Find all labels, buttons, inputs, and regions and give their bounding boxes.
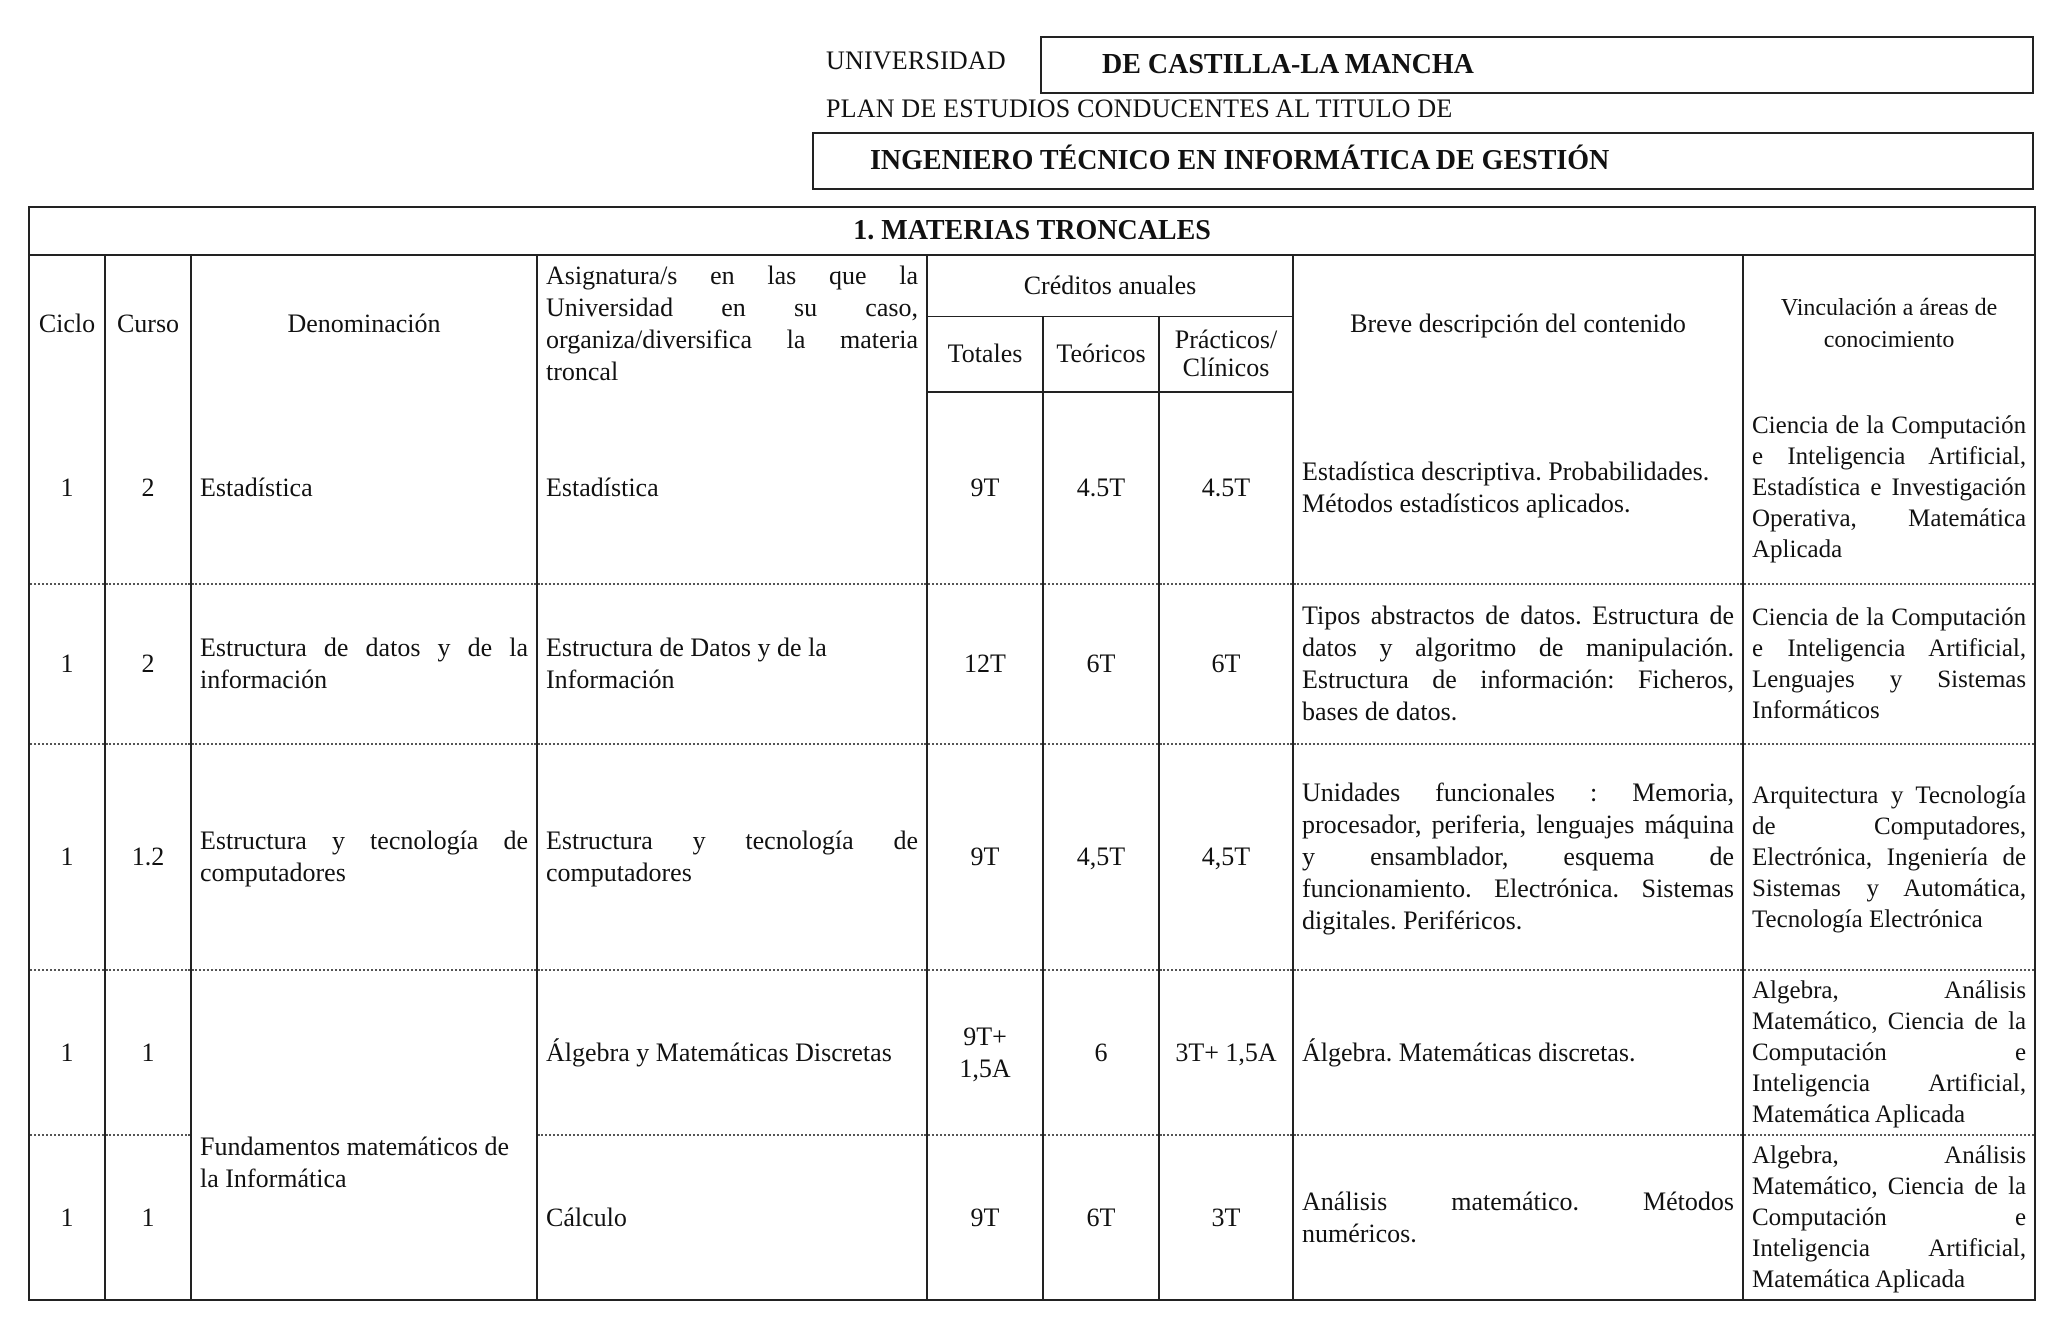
cell-teoricos: 4,5T	[1043, 744, 1159, 970]
cell-descripcion: Álgebra. Matemáticas discretas.	[1293, 970, 1743, 1135]
cell-ciclo: 1	[29, 584, 105, 744]
col-descripcion: Breve descripción del contenido	[1293, 255, 1743, 392]
cell-practicos: 4.5T	[1159, 392, 1293, 584]
cell-totales: 9T	[927, 744, 1043, 970]
university-name-box	[1040, 36, 2034, 94]
cell-descripcion: Tipos abstractos de datos. Estructura de datos y algoritmo de manipulación. Estructura de información: Ficheros, bases de datos.	[1293, 584, 1743, 744]
cell-descripcion: Unidades funcionales : Memoria, procesador, periferia, lenguajes máquina y ensamblador, esquema de funcionamiento. Electrónica. Sistemas digitales. Periféricos.	[1293, 744, 1743, 970]
col-denominacion: Denominación	[191, 255, 537, 392]
materias-troncales-table	[28, 206, 2036, 1301]
cell-ciclo: 1	[29, 970, 105, 1135]
cell-asignatura: Estadística	[537, 392, 927, 584]
cell-curso: 2	[105, 584, 191, 744]
cell-curso: 1	[105, 970, 191, 1135]
col-creditos: Créditos anuales	[927, 255, 1293, 316]
cell-teoricos: 6T	[1043, 584, 1159, 744]
cell-denominacion: Estructura y tecnología de computadores	[191, 744, 537, 970]
table-row	[29, 970, 2035, 1135]
cell-vinculacion: Ciencia de la Computación e Inteligencia Artificial, Estadística e Investigación Operativa, Matemática Aplicada	[1743, 392, 2035, 584]
cell-totales: 9T	[927, 392, 1043, 584]
plan-label: PLAN DE ESTUDIOS CONDUCENTES AL TITULO DE	[826, 94, 1453, 123]
university-label: UNIVERSIDAD	[826, 46, 1006, 75]
cell-teoricos: 4.5T	[1043, 392, 1159, 584]
col-asignatura: Asignatura/s en las que la Universidad en su caso, organiza/diversifica la materia troncal	[537, 255, 927, 392]
col-vinculacion: Vinculación a áreas de conocimiento	[1743, 255, 2035, 392]
col-curso: Curso	[105, 255, 191, 392]
cell-ciclo: 1	[29, 392, 105, 584]
cell-practicos: 4,5T	[1159, 744, 1293, 970]
cell-asignatura: Estructura de Datos y de la Información	[537, 584, 927, 744]
cell-descripcion: Estadística descriptiva. Probabilidades. Métodos estadísticos aplicados.	[1293, 392, 1743, 584]
cell-totales: 9T+ 1,5A	[927, 970, 1043, 1135]
col-teoricos: Teóricos	[1043, 316, 1159, 392]
table-title: 1. MATERIAS TRONCALES	[29, 207, 2035, 255]
cell-vinculacion: Algebra, Análisis Matemático, Ciencia de la Computación e Inteligencia Artificial, Matemática Aplicada	[1743, 1135, 2035, 1300]
col-totales: Totales	[927, 316, 1043, 392]
cell-curso: 1.2	[105, 744, 191, 970]
cell-denominacion: Fundamentos matemáticos de la Informática	[191, 970, 537, 1300]
cell-practicos: 3T+ 1,5A	[1159, 970, 1293, 1135]
cell-teoricos: 6T	[1043, 1135, 1159, 1300]
degree-title: INGENIERO TÉCNICO EN INFORMÁTICA DE GESTIÓN	[870, 145, 1610, 176]
cell-asignatura: Álgebra y Matemáticas Discretas	[537, 970, 927, 1135]
table-row	[29, 392, 2035, 584]
cell-totales: 12T	[927, 584, 1043, 744]
cell-vinculacion: Algebra, Análisis Matemático, Ciencia de la Computación e Inteligencia Artificial, Matemática Aplicada	[1743, 970, 2035, 1135]
cell-teoricos: 6	[1043, 970, 1159, 1135]
table-row	[29, 584, 2035, 744]
cell-denominacion: Estadística	[191, 392, 537, 584]
cell-curso: 2	[105, 392, 191, 584]
cell-asignatura: Estructura y tecnología de computadores	[537, 744, 927, 970]
university-name: DE CASTILLA-LA MANCHA	[1102, 49, 1474, 80]
cell-curso: 1	[105, 1135, 191, 1300]
col-ciclo: Ciclo	[29, 255, 105, 392]
cell-asignatura: Cálculo	[537, 1135, 927, 1300]
cell-practicos: 6T	[1159, 584, 1293, 744]
cell-denominacion: Estructura de datos y de la información	[191, 584, 537, 744]
cell-ciclo: 1	[29, 1135, 105, 1300]
table-row	[29, 744, 2035, 970]
cell-totales: 9T	[927, 1135, 1043, 1300]
cell-ciclo: 1	[29, 744, 105, 970]
degree-box	[812, 132, 2034, 190]
col-practicos: Prácticos/ Clínicos	[1159, 316, 1293, 392]
cell-vinculacion: Arquitectura y Tecnología de Computadores, Electrónica, Ingeniería de Sistemas y Automática, Tecnología Electrónica	[1743, 744, 2035, 970]
cell-descripcion: Análisis matemático. Métodos numéricos.	[1293, 1135, 1743, 1300]
cell-practicos: 3T	[1159, 1135, 1293, 1300]
cell-vinculacion: Ciencia de la Computación e Inteligencia Artificial, Lenguajes y Sistemas Informáticos	[1743, 584, 2035, 744]
